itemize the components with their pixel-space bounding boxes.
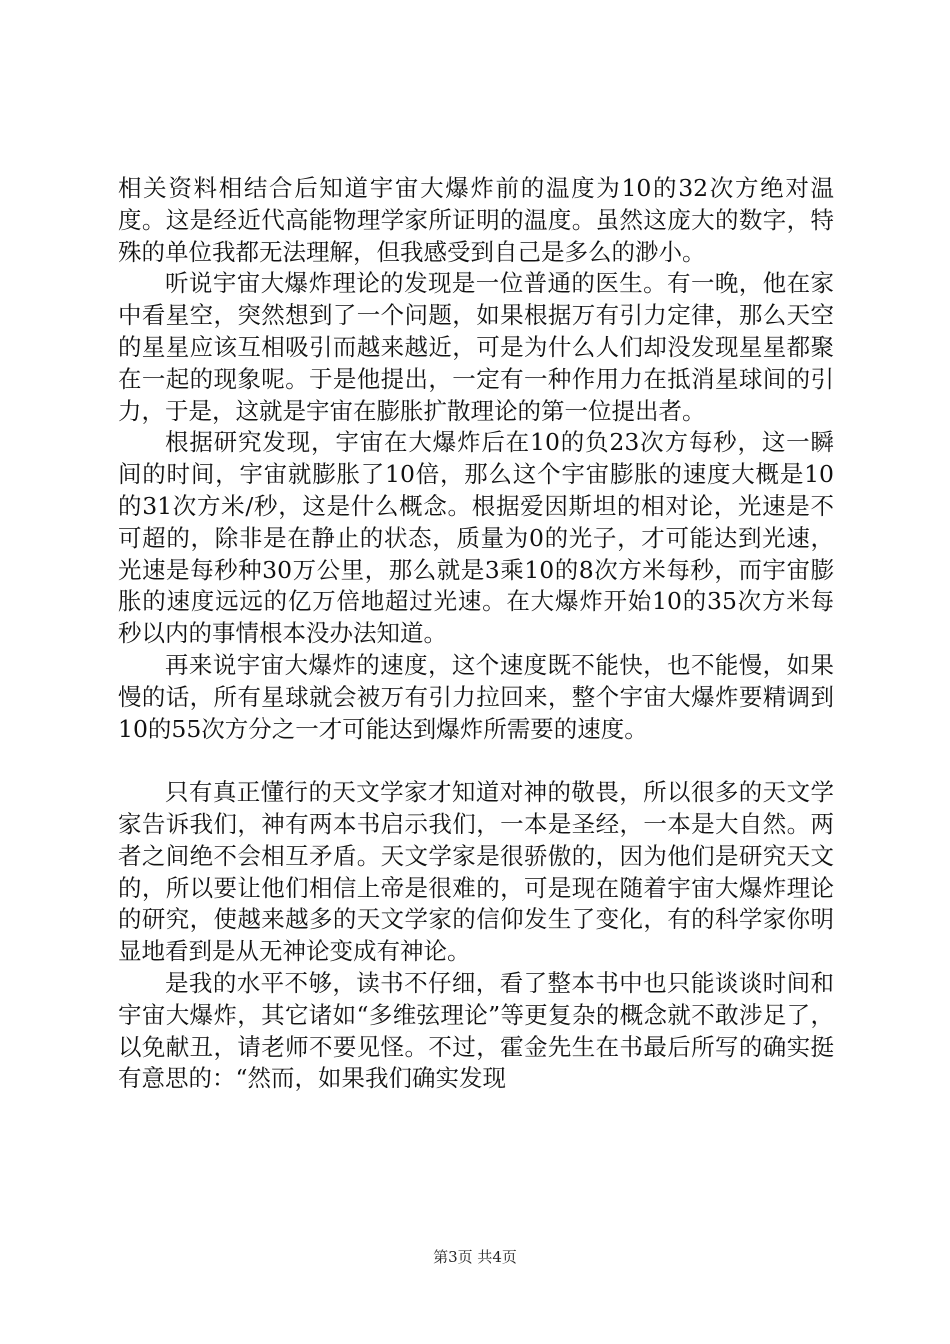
page-footer: 第3页 共4页: [433, 1248, 517, 1266]
paragraph-4: 再来说宇宙大爆炸的速度，这个速度既不能快，也不能慢，如果慢的话，所有星球就会被万有引力拉回来，整个宇宙大爆炸要精调到10的55次方分之一才可能达到爆炸所需要的速度。: [118, 650, 834, 743]
paragraph-2: 听说宇宙大爆炸理论的发现是一位普通的医生。有一晚，他在家中看星空，突然想到了一个问题，如果根据万有引力定律，那么天空的星星应该互相吸引而越来越近，可是为什么人们却没发现星星都聚在一起的现象呢。于是他提出，一定有一种作用力在抵消星球间的引力，于是，这就是宇宙在膨胀扩散理论的第一位提出者。: [118, 269, 834, 425]
body-text: [118, 173, 834, 1095]
paragraph-5: 只有真正懂行的天文学家才知道对神的敬畏，所以很多的天文学家告诉我们，神有两本书启示我们，一本是圣经，一本是大自然。两者之间绝不会相互矛盾。天文学家是很骄傲的，因为他们是研究天文的，所以要让他们相信上帝是很难的，可是现在随着宇宙大爆炸理论的研究，使越来越多的天文学家的信仰发生了变化，有的科学家你明显地看到是从无神论变成有神论。: [118, 778, 834, 966]
paragraph-6: 是我的水平不够，读书不仔细，看了整本书中也只能谈谈时间和宇宙大爆炸，其它诸如“多维弦理论”等更复杂的概念就不敢涉足了，以免献丑，请老师不要见怪。不过，霍金先生在书最后所写的确实挺有意思的：“然而，如果我们确实发现: [118, 968, 834, 1093]
paragraph-3: 根据研究发现，宇宙在大爆炸后在10的负23次方每秒，这一瞬间的时间，宇宙就膨胀了10倍，那么这个宇宙膨胀的速度大概是10的31次方米/秒，这是什么概念。根据爱因斯坦的相对论，光速是不可超的，除非是在静止的状态，质量为0的光子，才可能达到光速，光速是每秒种30万公里，那么就是3乘10的8次方米每秒，而宇宙膨胀的速度远远的亿万倍地超过光速。在大爆炸开始10的35次方米每秒以内的事情根本没办法知道。: [118, 428, 834, 648]
paragraph-gap: [118, 745, 834, 777]
paragraph-1: 相关资料相结合后知道宇宙大爆炸前的温度为10的32次方绝对温度。这是经近代高能物理学家所证明的温度。虽然这庞大的数字，特殊的单位我都无法理解，但我感受到自己是多么的渺小。: [118, 174, 834, 266]
